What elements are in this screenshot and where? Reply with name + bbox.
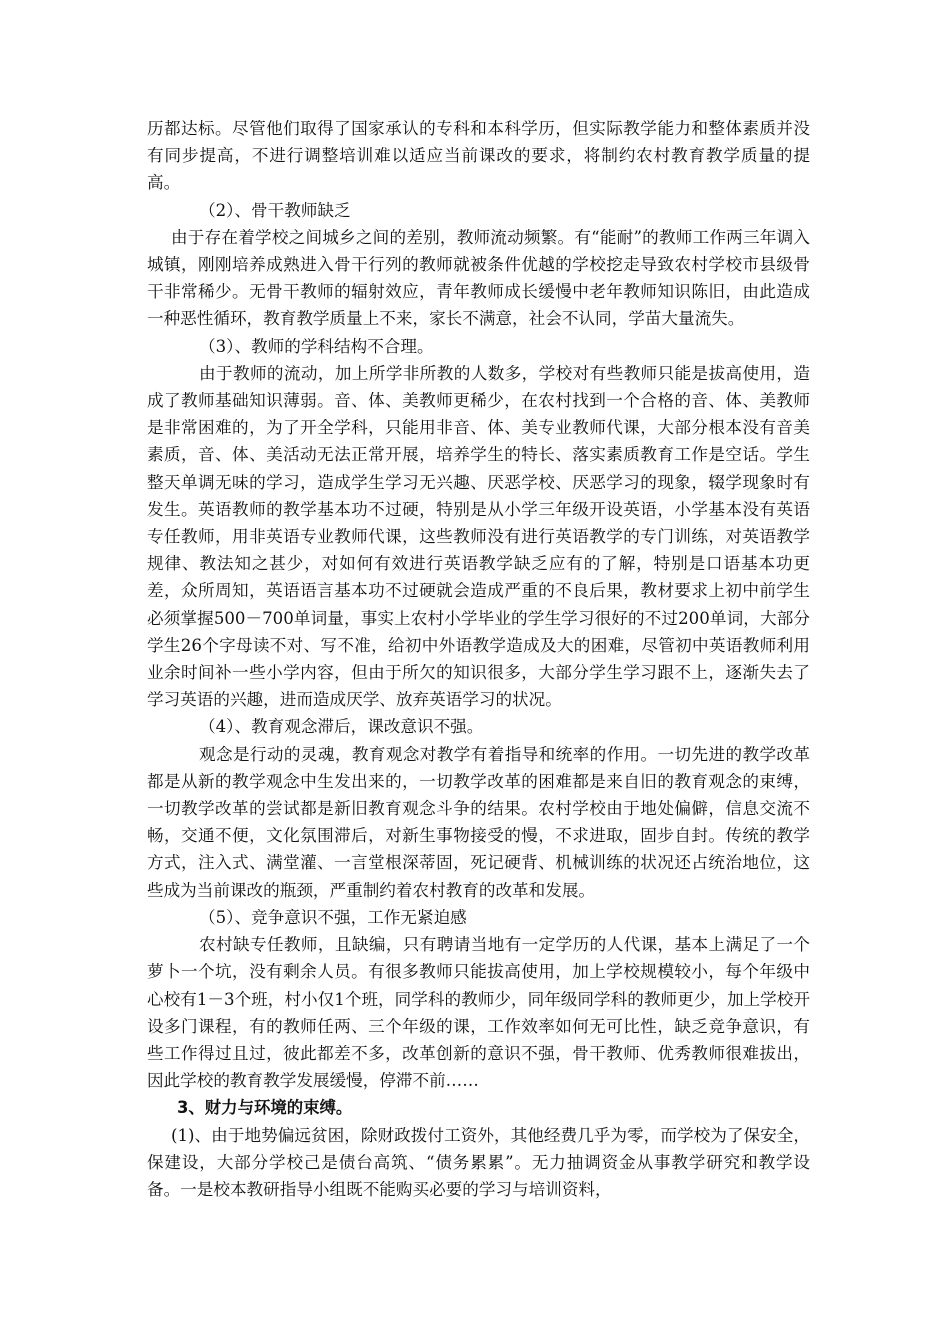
subheading-competition: （5）、竞争意识不强，工作无紧迫感	[199, 907, 467, 927]
subheading-backbone-teachers: （2）、骨干教师缺乏	[199, 200, 351, 220]
paragraph-backbone-teachers: 由于存在着学校之间城乡之间的差别，教师流动频繁。有“能耐”的教师工作两三年调入城镇，刚刚培养成熟进入骨干行列的教师就被条件优越的学校挖走导致农村学校市县级骨干非常稀少。无骨干教师的辐射效应，青年教师成长缓慢中老年教师知识陈旧，由此造成一种恶性循环，教育教学质量上不来，家长不满意，社会不认同，学苗大量流失。	[147, 227, 810, 329]
subheading-education-concept: （4）、教育观念滞后，课改意识不强。	[199, 717, 484, 737]
paragraph-finance: (1)、由于地势偏远贫困，除财政拨付工资外，其他经费几乎为零，而学校为了保安全，保建设，大部分学校己是债台高筑、“债务累累”。无力抽调资金从事教学研究和教学设备。一是校本教研指导小组既不能购买必要的学习与培训资料，	[147, 1125, 810, 1199]
paragraph-competition: 农村缺专任教师，且缺编，只有聘请当地有一定学历的人代课，基本上满足了一个萝卜一个坑，没有剩余人员。有很多教师只能拔高使用，加上学校规模较小，每个年级中心校有1－3个班，村小仅1个班，同学科的教师少，同年级同学科的教师更少，加上学校开设多门课程，有的教师任两、三个年级的课，工作效率如何无可比性，缺乏竞争意识，有些工作得过且过，彼此都差不多，改革创新的意识不强，骨干教师、优秀教师很难拔出，因此学校的教育教学发展缓慢，停滞不前……	[147, 935, 810, 1091]
paragraph-subject-structure: 由于教师的流动，加上所学非所教的人数多，学校对有些教师只能是拔高使用，造成了教师基础知识薄弱。音、体、美教师更稀少，在农村找到一个合格的音、体、美教师是非常困难的，为了开全学科，只能用非音、体、美专业教师代课，大部分根本没有音美素质，音、体、美活动无法正常开展，培养学生的特长、落实素质教育工作是空话。学生整天单调无味的学习，造成学生学习无兴趣、厌恶学校、厌恶学习的现象，辍学现象时有发生。英语教师的教学基本功不过硬，特别是从小学三年级开设英语，小学基本没有英语专任教师，用非英语专业教师代课，这些教师没有进行英语教学的专门训练，对英语教学规律、教法知之甚少，对如何有效进行英语教学缺乏应有的了解，特别是口语基本功更差，众所周知，英语语言基本功不过硬就会造成严重的不良后果，教材要求上初中前学生必须掌握500－700单词量，事实上农村小学毕业的学生学习很好的不过200单词，大部分学生26个字母读不对、写不准，给初中外语教学造成及大的困难，尽管初中英语教师利用业余时间补一些小学内容，但由于所欠的知识很多，大部分学生学习跟不上，逐渐失去了学习英语的兴趣，进而造成厌学、放弃英语学习的状况。	[147, 363, 810, 710]
paragraph-education-concept: 观念是行动的灵魂，教育观念对教学有着指导和统率的作用。一切先进的教学改革都是从新的教学观念中生发出来的，一切教学改革的困难都是来自旧的教育观念的束缚，一切教学改革的尝试都是新旧教育观念斗争的结果。农村学校由于地处偏僻，信息交流不畅，交通不便，文化氛围滞后，对新生事物接受的慢，不求进取，固步自封。传统的教学方式，注入式、满堂灌、一言堂根深蒂固，死记硬背、机械训练的状况还占统治地位，这些成为当前课改的瓶颈，严重制约着农村教育的改革和发展。	[147, 744, 810, 900]
document-page	[147, 115, 810, 1203]
paragraph-intro: 历都达标。尽管他们取得了国家承认的专科和本科学历，但实际教学能力和整体素质并没有同步提高，不进行调整培训难以适应当前课改的要求，将制约农村教育教学质量的提高。	[147, 119, 810, 193]
subheading-subject-structure: （3）、教师的学科结构不合理。	[199, 336, 434, 356]
section-heading-finance: 3、财力与环境的束缚。	[177, 1098, 353, 1118]
